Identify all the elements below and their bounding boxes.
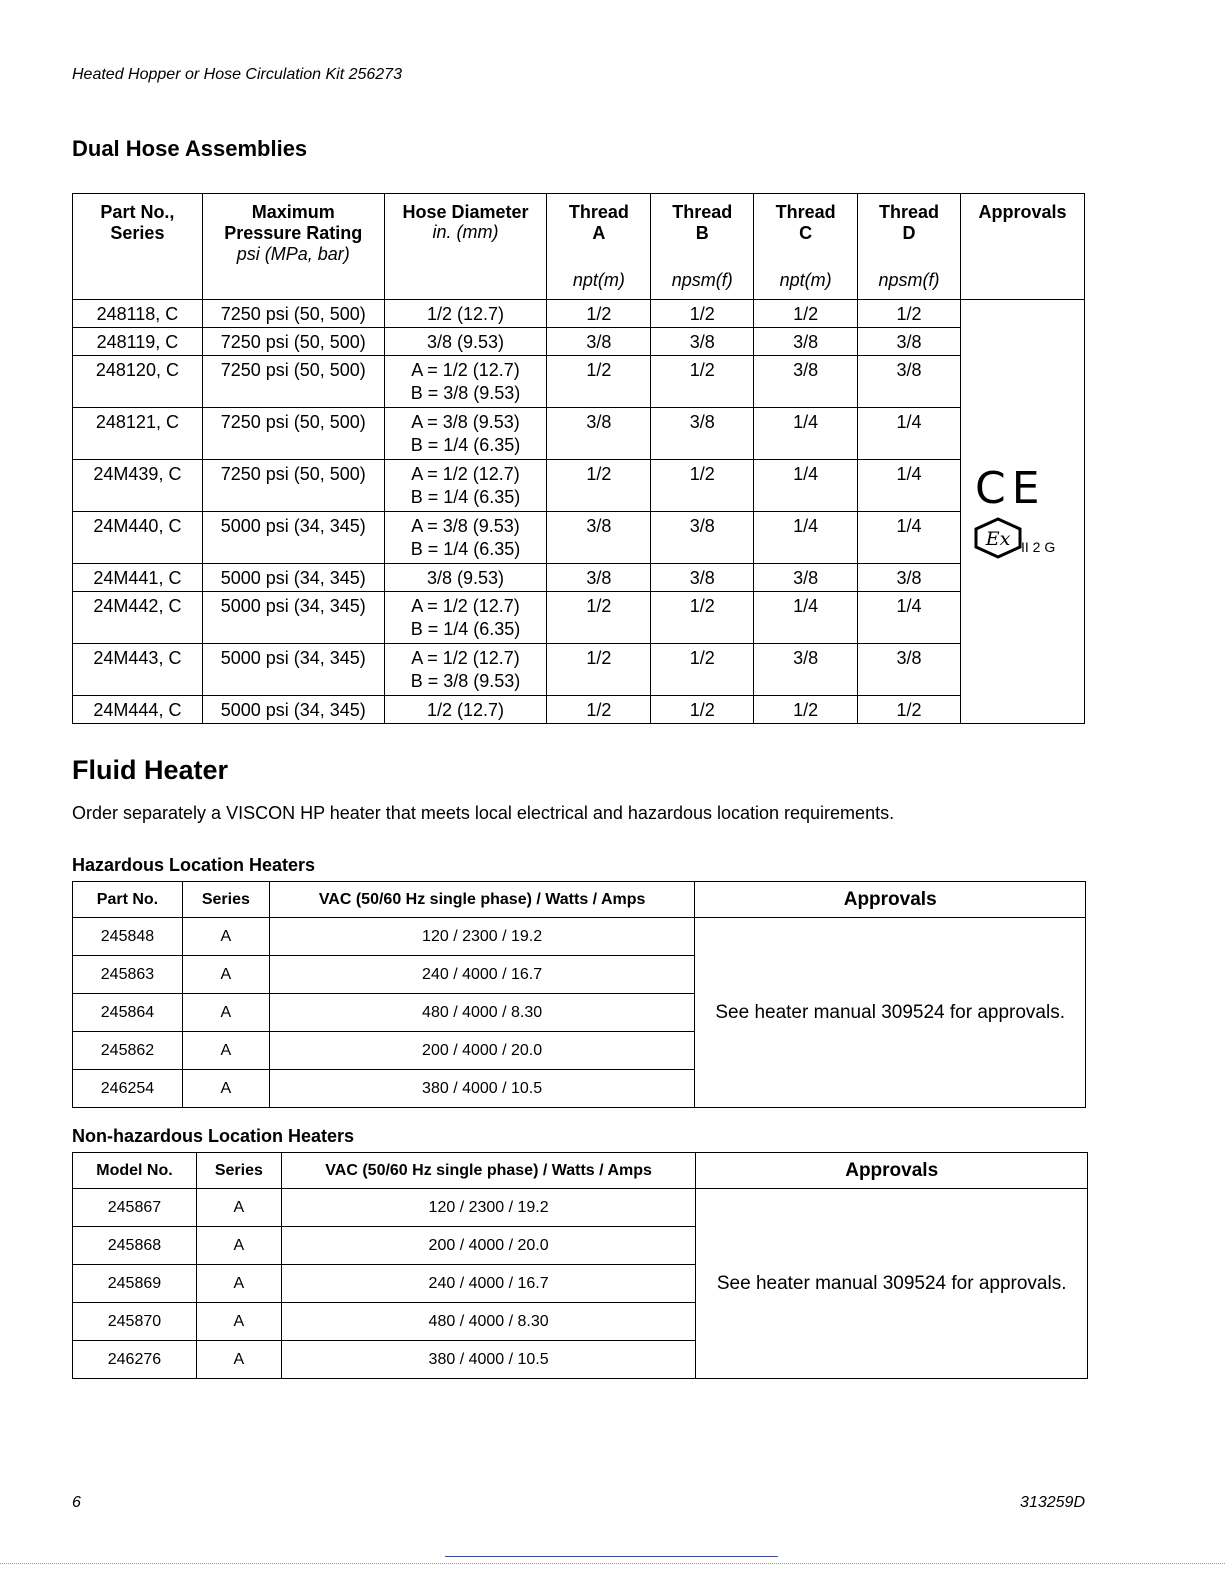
table-row: 245863 A 240 / 4000 / 16.7 bbox=[73, 956, 1086, 994]
cell-thread-c: 1/4 bbox=[754, 592, 858, 644]
table-row: 246276 A 380 / 4000 / 10.5 bbox=[73, 1341, 1088, 1379]
cell-thread-b: 1/2 bbox=[651, 356, 754, 408]
cell-thread-c: 1/2 bbox=[754, 696, 858, 724]
table-row bbox=[73, 356, 1085, 408]
cell-pressure: 5000 psi (34, 345) bbox=[202, 644, 384, 696]
cell-thread-c: 3/8 bbox=[754, 328, 858, 356]
fluid-heater-title: Fluid Heater bbox=[72, 755, 229, 785]
cell-thread-a: 1/2 bbox=[547, 460, 651, 512]
cell-thread-d: 1/2 bbox=[858, 300, 961, 328]
col-thread-c: Thread C npt(m) bbox=[754, 194, 858, 300]
cell-thread-a: 1/2 bbox=[547, 356, 651, 408]
col-diameter-unit: in. (mm) bbox=[432, 222, 499, 242]
cell-thread-b: 3/8 bbox=[651, 512, 754, 564]
col-thread-d-unit: npsm(f) bbox=[878, 270, 940, 290]
cell-thread-c: 1/4 bbox=[754, 460, 858, 512]
table-row bbox=[73, 512, 1085, 564]
col-diameter: Hose Diameter in. (mm) bbox=[384, 194, 547, 300]
cell-thread-d: 1/2 bbox=[858, 696, 961, 724]
cell-thread-c: 1/4 bbox=[754, 408, 858, 460]
cell-thread-a: 3/8 bbox=[547, 512, 651, 564]
col-part-no: Part No. bbox=[73, 882, 183, 918]
cell-diameter: 1/2 (12.7) bbox=[384, 696, 547, 724]
cell-thread-b: 1/2 bbox=[651, 592, 754, 644]
cell-thread-c: 3/8 bbox=[754, 644, 858, 696]
page-edge-divider bbox=[0, 1563, 1225, 1564]
col-thread-a: Thread A npt(m) bbox=[547, 194, 651, 300]
scan-divider bbox=[445, 1556, 778, 1557]
approvals-note: See heater manual 309524 for approvals. bbox=[695, 918, 1086, 1108]
approvals-note: See heater manual 309524 for approvals. bbox=[696, 1189, 1088, 1379]
cell-thread-d: 3/8 bbox=[858, 644, 961, 696]
cell-thread-c: 1/2 bbox=[754, 300, 858, 328]
table-row bbox=[73, 408, 1085, 460]
cell-thread-d: 1/4 bbox=[858, 460, 961, 512]
cell-pressure: 5000 psi (34, 345) bbox=[202, 564, 384, 592]
svg-text:Ex: Ex bbox=[985, 528, 1011, 550]
col-thread-d: Thread D npsm(f) bbox=[858, 194, 961, 300]
nonhazardous-header-row bbox=[73, 1153, 1088, 1189]
col-electrical: VAC (50/60 Hz single phase) / Watts / Amps bbox=[269, 882, 695, 918]
table-row: 245864 A 480 / 4000 / 8.30 bbox=[73, 994, 1086, 1032]
cell-part: 248121, C bbox=[73, 408, 203, 460]
table-row: 245848 A 120 / 2300 / 19.2 See heater manual 309524 for approvals. bbox=[73, 918, 1086, 956]
cell-diameter: A = 1/2 (12.7) B = 1/4 (6.35) bbox=[384, 592, 547, 644]
cell-part: 248119, C bbox=[73, 328, 203, 356]
cell-thread-b: 3/8 bbox=[651, 564, 754, 592]
cell-thread-c: 3/8 bbox=[754, 356, 858, 408]
table-row: 245862 A 200 / 4000 / 20.0 bbox=[73, 1032, 1086, 1070]
ex-group-label: II 2 G bbox=[1020, 539, 1056, 555]
cell-diameter: 3/8 (9.53) bbox=[384, 328, 547, 356]
hazardous-header-row bbox=[73, 882, 1086, 918]
table-row: 245867 A 120 / 2300 / 19.2 See heater manual 309524 for approvals. bbox=[73, 1189, 1088, 1227]
cell-thread-b: 1/2 bbox=[651, 696, 754, 724]
col-thread-a-unit: npt(m) bbox=[572, 270, 625, 290]
hazardous-heaters-table bbox=[72, 881, 1086, 1108]
page-number: 6 bbox=[72, 1494, 81, 1511]
cell-thread-c: 1/4 bbox=[754, 512, 858, 564]
document-number: 313259D bbox=[1020, 1494, 1085, 1511]
cell-thread-b: 1/2 bbox=[651, 460, 754, 512]
ex-atex-icon bbox=[973, 517, 1023, 559]
cell-pressure: 7250 psi (50, 500) bbox=[202, 460, 384, 512]
nonhazardous-heaters-title: Non-hazardous Location Heaters bbox=[72, 1126, 355, 1146]
cell-thread-d: 3/8 bbox=[858, 564, 961, 592]
col-pressure: Maximum Pressure Rating psi (MPa, bar) bbox=[202, 194, 384, 300]
dual-hose-title: Dual Hose Assemblies bbox=[72, 136, 308, 161]
nonhazardous-heaters-table bbox=[72, 1152, 1088, 1379]
cell-pressure: 7250 psi (50, 500) bbox=[202, 408, 384, 460]
hose-header-row bbox=[73, 194, 1085, 300]
cell-thread-d: 3/8 bbox=[858, 328, 961, 356]
cell-pressure: 5000 psi (34, 345) bbox=[202, 512, 384, 564]
col-approvals: Approvals bbox=[960, 194, 1084, 300]
table-row bbox=[73, 592, 1085, 644]
cell-thread-a: 1/2 bbox=[547, 592, 651, 644]
col-thread-c-unit: npt(m) bbox=[779, 270, 832, 290]
cell-thread-b: 1/2 bbox=[651, 644, 754, 696]
cell-thread-a: 1/2 bbox=[547, 696, 651, 724]
table-row bbox=[73, 644, 1085, 696]
cell-approvals bbox=[960, 300, 1084, 724]
cell-thread-a: 3/8 bbox=[547, 564, 651, 592]
fluid-heater-intro: Order separately a VISCON HP heater that meets local electrical and hazardous location requirements. bbox=[72, 803, 895, 823]
cell-thread-a: 1/2 bbox=[547, 300, 651, 328]
cell-thread-d: 1/4 bbox=[858, 512, 961, 564]
cell-diameter: A = 1/2 (12.7) B = 3/8 (9.53) bbox=[384, 356, 547, 408]
cell-thread-b: 1/2 bbox=[651, 300, 754, 328]
col-thread-b: Thread B npsm(f) bbox=[651, 194, 754, 300]
cell-diameter: A = 1/2 (12.7) B = 1/4 (6.35) bbox=[384, 460, 547, 512]
cell-pressure: 5000 psi (34, 345) bbox=[202, 696, 384, 724]
cell-thread-d: 3/8 bbox=[858, 356, 961, 408]
col-approvals: Approvals bbox=[695, 882, 1086, 918]
table-row bbox=[73, 460, 1085, 512]
table-row: 245868 A 200 / 4000 / 20.0 bbox=[73, 1227, 1088, 1265]
cell-thread-a: 3/8 bbox=[547, 328, 651, 356]
cell-thread-b: 3/8 bbox=[651, 328, 754, 356]
cell-thread-d: 1/4 bbox=[858, 592, 961, 644]
cell-diameter: A = 3/8 (9.53) B = 1/4 (6.35) bbox=[384, 408, 547, 460]
cell-thread-b: 3/8 bbox=[651, 408, 754, 460]
cell-part: 24M441, C bbox=[73, 564, 203, 592]
cell-thread-a: 3/8 bbox=[547, 408, 651, 460]
col-series: Series bbox=[196, 1153, 281, 1189]
table-row: 245869 A 240 / 4000 / 16.7 bbox=[73, 1265, 1088, 1303]
cell-thread-d: 1/4 bbox=[858, 408, 961, 460]
col-thread-b-unit: npsm(f) bbox=[671, 270, 733, 290]
cell-diameter: A = 1/2 (12.7) B = 3/8 (9.53) bbox=[384, 644, 547, 696]
col-electrical: VAC (50/60 Hz single phase) / Watts / Amps bbox=[281, 1153, 696, 1189]
col-part-no: Part No., Series bbox=[73, 194, 203, 300]
cell-part: 24M443, C bbox=[73, 644, 203, 696]
cell-part: 24M440, C bbox=[73, 512, 203, 564]
col-model-no: Model No. bbox=[73, 1153, 197, 1189]
cell-part: 248118, C bbox=[73, 300, 203, 328]
cell-thread-a: 1/2 bbox=[547, 644, 651, 696]
cell-thread-c: 3/8 bbox=[754, 564, 858, 592]
table-row bbox=[73, 564, 1085, 592]
dual-hose-table bbox=[72, 193, 1085, 724]
cell-part: 24M444, C bbox=[73, 696, 203, 724]
cell-part: 24M439, C bbox=[73, 460, 203, 512]
cell-pressure: 7250 psi (50, 500) bbox=[202, 328, 384, 356]
col-series: Series bbox=[182, 882, 269, 918]
cell-diameter: 3/8 (9.53) bbox=[384, 564, 547, 592]
hazardous-heaters-title: Hazardous Location Heaters bbox=[72, 855, 316, 875]
cell-part: 248120, C bbox=[73, 356, 203, 408]
cell-part: 24M442, C bbox=[73, 592, 203, 644]
ce-mark-icon: CE bbox=[974, 463, 1046, 514]
running-header: Heated Hopper or Hose Circulation Kit 256273 bbox=[72, 66, 402, 83]
table-row bbox=[73, 696, 1085, 724]
cell-pressure: 5000 psi (34, 345) bbox=[202, 592, 384, 644]
cell-diameter: 1/2 (12.7) bbox=[384, 300, 547, 328]
table-row: 246254 A 380 / 4000 / 10.5 bbox=[73, 1070, 1086, 1108]
col-pressure-unit: psi (MPa, bar) bbox=[236, 244, 350, 264]
table-row bbox=[73, 328, 1085, 356]
cell-pressure: 7250 psi (50, 500) bbox=[202, 356, 384, 408]
cell-diameter: A = 3/8 (9.53) B = 1/4 (6.35) bbox=[384, 512, 547, 564]
cell-pressure: 7250 psi (50, 500) bbox=[202, 300, 384, 328]
col-approvals: Approvals bbox=[696, 1153, 1088, 1189]
table-row bbox=[73, 300, 1085, 328]
table-row: 245870 A 480 / 4000 / 8.30 bbox=[73, 1303, 1088, 1341]
